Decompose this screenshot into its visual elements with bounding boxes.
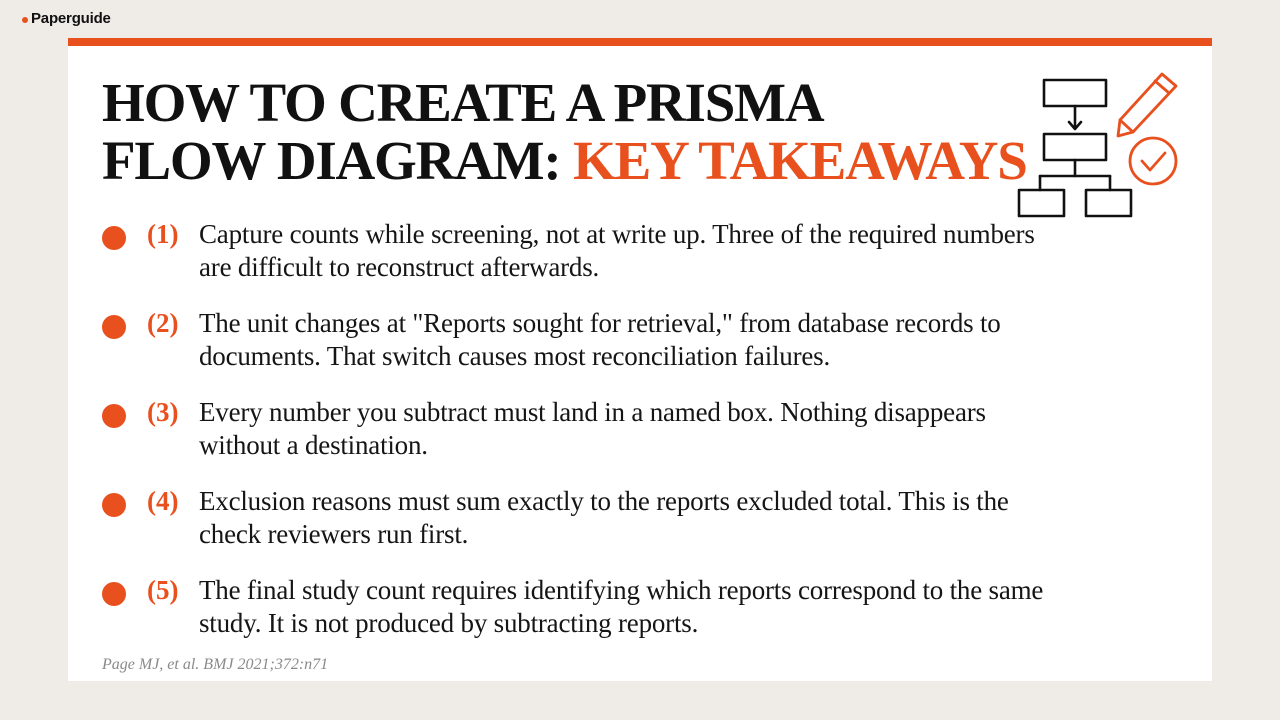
brand-dot-icon bbox=[22, 17, 28, 23]
takeaway-item bbox=[102, 485, 1062, 574]
bullet-dot-icon bbox=[102, 226, 126, 250]
takeaway-text: Exclusion reasons must sum exactly to the reports excluded total. This is the check reviewers run first. bbox=[199, 486, 1009, 549]
bullet-dot-icon bbox=[102, 493, 126, 517]
flowchart-pencil-checkmark-icon bbox=[1016, 70, 1186, 220]
takeaway-text: The final study count requires identifying which reports correspond to the same study. It is not produced by subtracting reports. bbox=[199, 575, 1044, 638]
citation: Page MJ, et al. BMJ 2021;372:n71 bbox=[102, 656, 329, 673]
bullet-dot-icon bbox=[102, 582, 126, 606]
takeaway-number: (4) bbox=[147, 486, 179, 516]
title-line-2-accent: KEY TAKEAWAYS bbox=[573, 130, 1027, 191]
takeaways-list bbox=[102, 218, 1062, 663]
takeaway-text: Every number you subtract must land in a named box. Nothing disappears without a destination. bbox=[199, 397, 986, 460]
takeaway-item bbox=[102, 307, 1062, 396]
takeaway-number: (2) bbox=[147, 308, 179, 338]
takeaway-text: The unit changes at "Reports sought for retrieval," from database records to documents. That switch causes most reconciliation failures. bbox=[199, 308, 1001, 371]
takeaway-number: (5) bbox=[147, 575, 179, 605]
page-title bbox=[102, 74, 1027, 190]
title-line-2-prefix: FLOW DIAGRAM: bbox=[102, 130, 574, 191]
takeaway-item bbox=[102, 218, 1062, 307]
takeaway-number: (1) bbox=[147, 219, 179, 249]
takeaway-item bbox=[102, 396, 1062, 485]
takeaway-number: (3) bbox=[147, 397, 179, 427]
takeaways-card bbox=[68, 38, 1212, 681]
bullet-dot-icon bbox=[102, 315, 126, 339]
brand-logo bbox=[22, 8, 111, 28]
takeaway-item bbox=[102, 574, 1062, 663]
title-line-1: HOW TO CREATE A PRISMA bbox=[102, 72, 824, 133]
takeaway-text: Capture counts while screening, not at write up. Three of the required numbers are difficult to reconstruct afterwards. bbox=[199, 219, 1035, 282]
brand-name: Paperguide bbox=[31, 9, 111, 27]
bullet-dot-icon bbox=[102, 404, 126, 428]
